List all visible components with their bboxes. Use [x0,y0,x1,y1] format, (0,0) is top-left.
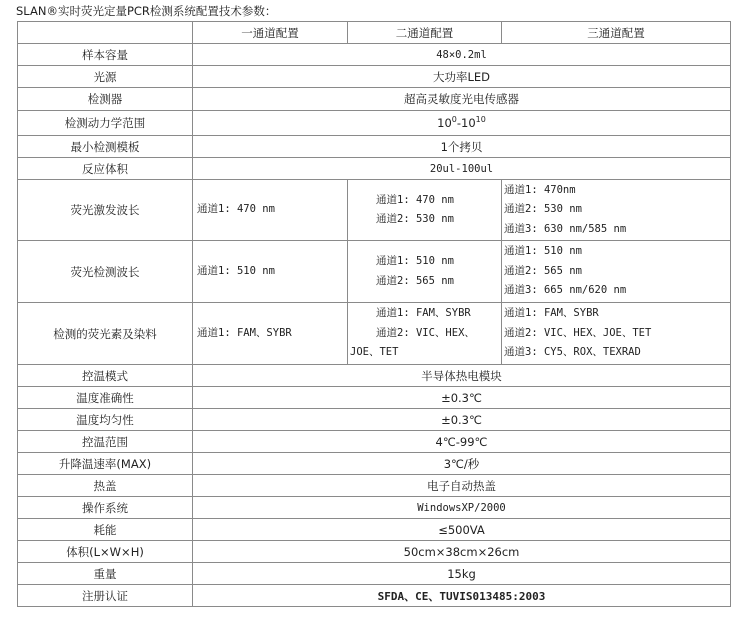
value-weight: 15kg [193,563,731,585]
table-row [18,453,731,475]
row-label-capacity: 样本容量 [18,44,193,66]
value-power: ≤500VA [193,519,731,541]
excitation-ch2-line-1: 通道1: 470 nm [376,193,454,206]
table-row [18,303,731,365]
excitation-ch1-line: 通道1: 470 nm [197,203,275,216]
dyes-ch3 [502,303,731,365]
dyes-ch2-line-2: 通道2: VIC、HEX、 [376,326,475,339]
emission-ch1 [193,241,348,303]
dyes-ch2-line-3: JOE、TET [350,346,399,359]
value-min-template: 1个拷贝 [193,136,731,158]
header-empty-cell [18,22,193,44]
excitation-ch3-line-2: 通道2: 530 nm [504,203,582,216]
table-header-row [18,22,731,44]
row-label-emission: 荧光检测波长 [18,241,193,303]
row-label-temp-accuracy: 温度准确性 [18,387,193,409]
value-temp-accuracy: ±0.3℃ [193,387,731,409]
table-row [18,475,731,497]
range-exp-1: 0 [451,115,457,125]
range-exp-2: 10 [475,115,486,125]
dyes-ch3-line-1: 通道1: FAM、SYBR [504,307,599,320]
table-row [18,136,731,158]
value-size: 50cm×38cm×26cm [193,541,731,563]
emission-ch2-line-1: 通道1: 510 nm [376,255,454,267]
table-row [18,365,731,387]
table-row [18,66,731,88]
table-row [18,158,731,180]
value-range [193,111,731,136]
header-channel-1: 一通道配置 [193,22,348,44]
table-row [18,387,731,409]
row-label-range: 检测动力学范围 [18,111,193,136]
row-label-power: 耗能 [18,519,193,541]
emission-ch3 [502,241,731,303]
row-label-excitation: 荧光激发波长 [18,180,193,241]
row-label-dyes: 检测的荧光素及染料 [18,303,193,365]
value-detector: 超高灵敏度光电传感器 [193,88,731,111]
value-cert: SFDA、CE、TUVIS013485:2003 [193,585,731,607]
emission-ch2-line-2: 通道2: 565 nm [376,274,454,287]
row-label-temp-range: 控温范围 [18,431,193,453]
dyes-ch1 [193,303,348,365]
row-label-size: 体积(L×W×H) [18,541,193,563]
value-os: WindowsXP/2000 [193,497,731,519]
range-dash: - [456,116,462,130]
header-channel-2: 二通道配置 [348,22,502,44]
row-label-os: 操作系统 [18,497,193,519]
excitation-ch3-line-1: 通道1: 470nm [504,183,576,196]
value-temp-mode: 半导体热电模块 [193,365,731,387]
emission-ch3-line-3: 通道3: 665 nm/620 nm [504,284,627,297]
table-row [18,431,731,453]
table-row [18,241,731,303]
emission-ch1-line: 通道1: 510 nm [197,264,275,277]
value-lid: 电子自动热盖 [193,475,731,497]
row-label-temp-uniformity: 温度均匀性 [18,409,193,431]
spec-table [17,21,731,607]
row-label-cert: 注册认证 [18,585,193,607]
table-row [18,585,731,607]
table-row [18,180,731,241]
row-label-weight: 重量 [18,563,193,585]
range-base-1: 10 [437,116,452,130]
excitation-ch1 [193,180,348,241]
table-row [18,44,731,66]
row-label-min-template: 最小检测模板 [18,136,193,158]
dyes-ch3-line-3: 通道3: CY5、ROX、TEXRAD [504,346,641,359]
table-row [18,563,731,585]
row-label-temp-mode: 控温模式 [18,365,193,387]
excitation-ch3 [502,180,731,241]
value-ramp-rate: 3℃/秒 [193,453,731,475]
emission-ch3-line-2: 通道2: 565 nm [504,264,582,277]
dyes-ch3-line-2: 通道2: VIC、HEX、JOE、TET [504,326,652,339]
table-row [18,409,731,431]
excitation-ch2 [348,180,502,241]
value-temp-range: 4℃-99℃ [193,431,731,453]
emission-ch3-line-1: 通道1: 510 nm [504,245,582,258]
page-title: SLAN®实时荧光定量PCR检测系统配置技术参数： [16,4,277,18]
value-volume: 20ul-100ul [193,158,731,180]
table-row [18,541,731,563]
row-label-detector: 检测器 [18,88,193,111]
range-base-2: 10 [461,116,476,130]
dyes-ch2-line-1: 通道1: FAM、SYBR [376,307,471,320]
row-label-ramp-rate: 升降温速率(MAX) [18,453,193,475]
table-row [18,111,731,136]
value-temp-uniformity: ±0.3℃ [193,409,731,431]
dyes-ch1-line: 通道1: FAM、SYBR [197,326,292,339]
excitation-ch3-line-3: 通道3: 630 nm/585 nm [504,222,627,235]
value-light: 大功率LED [193,66,731,88]
table-row [18,497,731,519]
table-row [18,519,731,541]
row-label-light: 光源 [18,66,193,88]
row-label-volume: 反应体积 [18,158,193,180]
header-channel-3: 三通道配置 [502,22,731,44]
row-label-lid: 热盖 [18,475,193,497]
table-row [18,88,731,111]
dyes-ch2 [348,303,502,365]
value-capacity: 48×0.2ml [193,44,731,66]
emission-ch2 [348,241,502,303]
excitation-ch2-line-2: 通道2: 530 nm [376,213,454,225]
